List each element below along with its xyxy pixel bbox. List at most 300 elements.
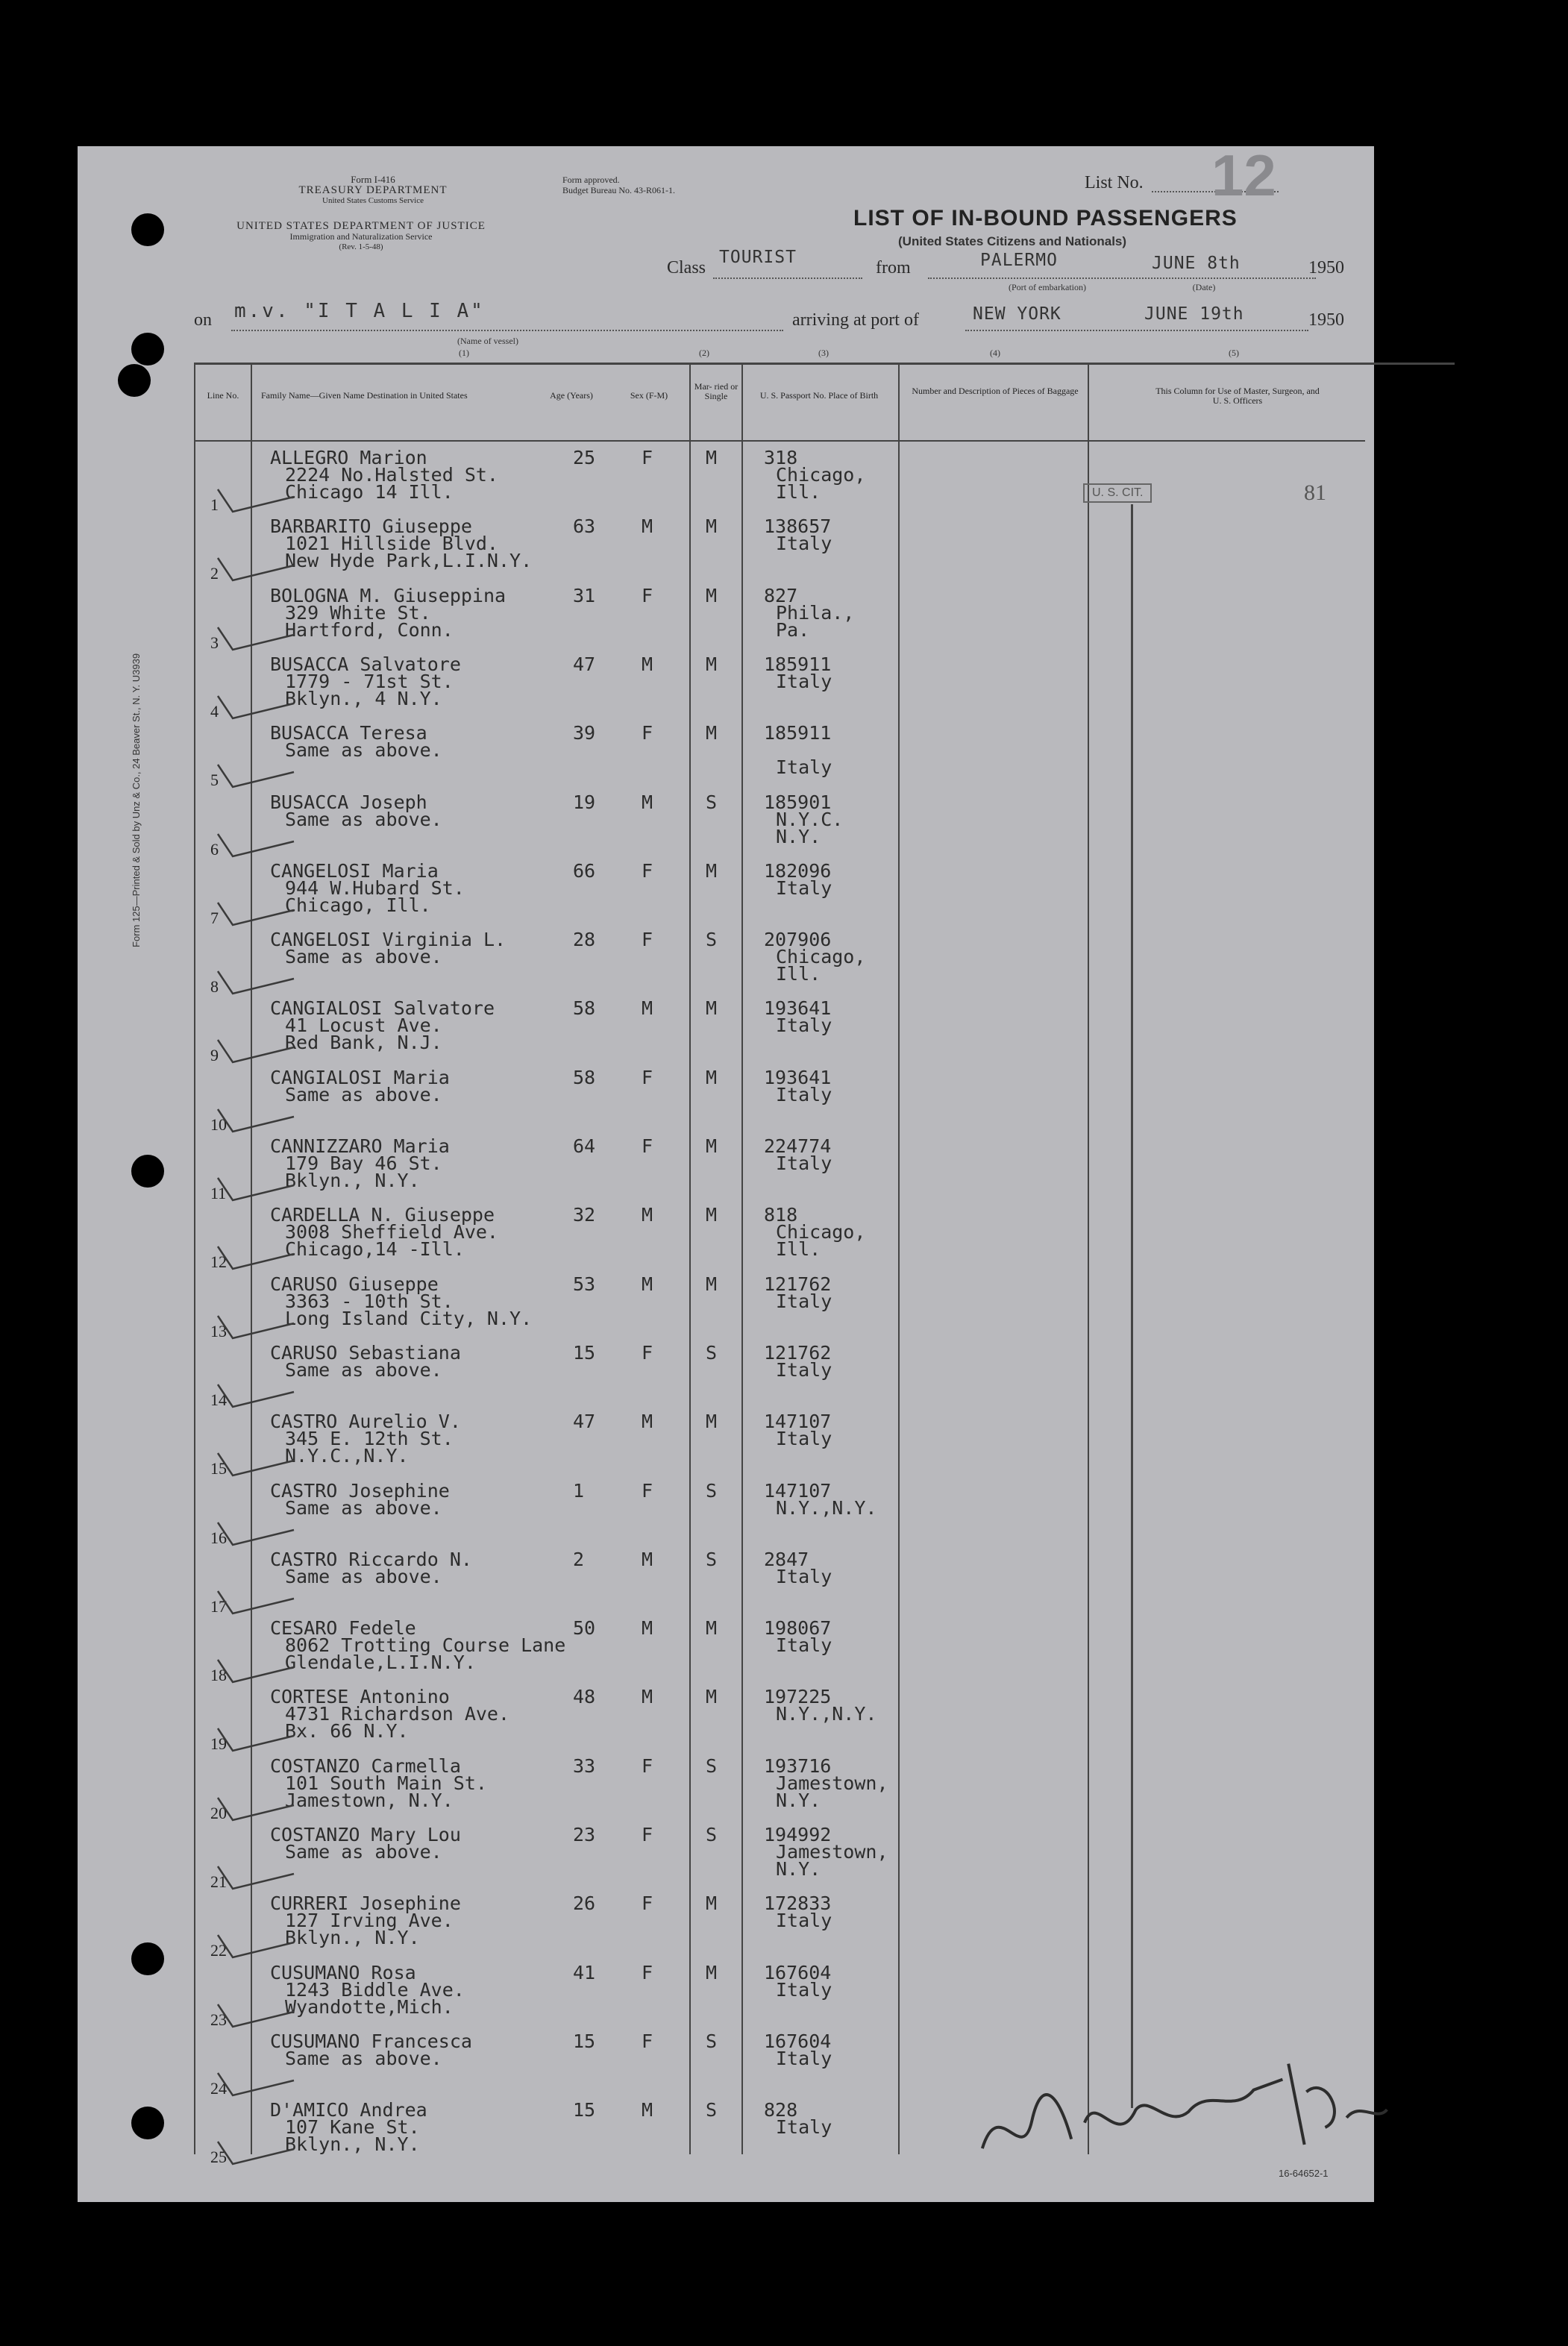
- arriving-label: arriving at port of: [792, 310, 919, 330]
- customs-service: United States Customs Service: [322, 196, 424, 205]
- passenger-age: 47: [573, 653, 596, 675]
- passport-number: 818: [764, 1204, 798, 1226]
- line-number: 6: [210, 839, 219, 859]
- check-mark-icon: [212, 1438, 301, 1483]
- table-row: [78, 583, 1374, 651]
- passenger-sex: M: [642, 1273, 653, 1295]
- table-row: [78, 1890, 1374, 1959]
- passenger-age: 31: [573, 584, 596, 606]
- passenger-sex: M: [642, 1548, 653, 1570]
- address-line-2: Wyandotte,Mich.: [285, 1995, 454, 2018]
- passenger-name: CANNIZZARO Maria: [270, 1135, 450, 1157]
- list-number: 12: [1211, 142, 1276, 208]
- table-row: [78, 720, 1374, 788]
- address-line-2: Jamestown, N.Y.: [285, 1789, 454, 1811]
- check-mark-icon: [212, 1920, 301, 1965]
- passenger-age: 28: [573, 929, 596, 951]
- binder-hole: [131, 333, 164, 366]
- passenger-age: 58: [573, 1066, 596, 1088]
- passenger-age: 33: [573, 1754, 596, 1777]
- table-row: [78, 1615, 1374, 1684]
- marital-status: M: [706, 1273, 718, 1295]
- marital-status: M: [706, 1892, 718, 1915]
- passenger-sex: F: [642, 1961, 653, 1983]
- passenger-age: 63: [573, 515, 596, 538]
- table-row: [78, 1271, 1374, 1340]
- table-row: [78, 1546, 1374, 1615]
- arrival-dots: [965, 330, 1308, 331]
- passport-number: 185901: [764, 791, 832, 813]
- birthplace-line-2: Pa.: [776, 618, 810, 641]
- date-caption: (Date): [1192, 282, 1216, 292]
- line-number: 18: [210, 1666, 227, 1685]
- passenger-sex: M: [642, 1617, 653, 1640]
- passenger-sex: M: [642, 1411, 653, 1433]
- passenger-age: 41: [573, 1961, 596, 1983]
- birthplace-line-1: N.Y.C.: [776, 808, 844, 830]
- class-value: TOURIST: [719, 248, 797, 267]
- check-mark-icon: [212, 1370, 301, 1414]
- page-subtitle: (United States Citizens and Nationals): [898, 234, 1127, 248]
- binder-hole: [131, 1942, 164, 1975]
- birthplace-line-1: Italy: [776, 1910, 832, 1932]
- check-mark-icon: [212, 681, 301, 726]
- table-row: [78, 513, 1374, 582]
- address-line-2: Chicago,14 -Ill.: [285, 1238, 465, 1261]
- check-mark-icon: [212, 888, 301, 932]
- table-row: [78, 1478, 1374, 1546]
- birthplace-line-2: N.Y.: [776, 825, 821, 847]
- passenger-sex: F: [642, 1479, 653, 1502]
- address-line-2: Bklyn., N.Y.: [285, 1170, 420, 1191]
- passenger-sex: F: [642, 1341, 653, 1364]
- line-number: 2: [210, 564, 219, 583]
- marital-status: S: [706, 929, 718, 951]
- address-line-2: New Hyde Park,L.I.N.Y.: [285, 550, 533, 572]
- line-number: 16: [210, 1528, 227, 1547]
- passenger-sex: F: [642, 1824, 653, 1845]
- check-mark-icon: [212, 1783, 301, 1828]
- table-row: [78, 1340, 1374, 1408]
- check-mark-icon: [212, 2058, 301, 2103]
- doj-title: UNITED STATES DEPARTMENT OF JUSTICE: [236, 220, 486, 232]
- passport-number: 193641: [764, 997, 832, 1020]
- birthplace-line-1: Italy: [776, 1290, 832, 1312]
- birthplace-line-1: Phila.,: [776, 601, 855, 624]
- passenger-age: 39: [573, 722, 596, 744]
- address-line-1: 3363 - 10th St.: [285, 1290, 454, 1312]
- passenger-name: CORTESE Antonino: [270, 1686, 450, 1708]
- birthplace-line-2: Ill.: [776, 1238, 821, 1261]
- passenger-name: CUSUMANO Francesca: [270, 2030, 472, 2052]
- approval-block: [562, 175, 786, 195]
- printer-imprint: Form 125—Printed & Sold by Unz & Co., 24 Beaver St., N. Y. U3939: [131, 653, 142, 947]
- birthplace-line-1: Italy: [776, 533, 832, 555]
- table-row: [78, 651, 1374, 720]
- address-line-1: Same as above.: [285, 1565, 442, 1587]
- passenger-age: 66: [573, 859, 596, 882]
- passenger-sex: F: [642, 859, 653, 882]
- passport-number: 167604: [764, 2030, 832, 2052]
- passenger-name: CANGELOSI Virginia L.: [270, 929, 507, 951]
- marital-status: M: [706, 1204, 718, 1226]
- marital-status: M: [706, 1961, 718, 1983]
- passport-number: 318: [764, 447, 798, 468]
- passenger-name: CASTRO Aurelio V.: [270, 1411, 461, 1433]
- line-number: 22: [210, 1941, 227, 1960]
- address-line-1: Same as above.: [285, 2047, 442, 2069]
- address-line-1: 2224 No.Halsted St.: [285, 464, 498, 486]
- address-line-1: 1021 Hillside Blvd.: [285, 533, 498, 555]
- col-header-passport: U. S. Passport No. Place of Birth: [759, 390, 879, 401]
- table-row: [78, 1133, 1374, 1202]
- embark-port: PALERMO: [980, 251, 1058, 270]
- line-number: 4: [210, 701, 219, 721]
- table-row: [78, 995, 1374, 1064]
- passport-number: 224774: [764, 1135, 832, 1157]
- passenger-sex: F: [642, 722, 653, 744]
- check-mark-icon: [212, 750, 301, 794]
- line-number: 17: [210, 1596, 227, 1616]
- line-number: 15: [210, 1459, 227, 1478]
- check-mark-icon: [212, 956, 301, 1001]
- address-line-2: Bklyn., N.Y.: [285, 2133, 420, 2156]
- marital-status: S: [706, 1754, 718, 1777]
- check-mark-icon: [212, 1713, 301, 1758]
- arrival-year: 1950: [1308, 310, 1344, 330]
- passport-number: 207906: [764, 929, 832, 951]
- passenger-age: 26: [573, 1892, 596, 1915]
- passport-number: 147107: [764, 1479, 832, 1502]
- check-mark-icon: [212, 2127, 301, 2171]
- passenger-age: 53: [573, 1273, 596, 1295]
- check-mark-icon: [212, 612, 301, 657]
- line-number: 23: [210, 2010, 227, 2029]
- check-mark-icon: [212, 1851, 301, 1896]
- check-mark-icon: [212, 1025, 301, 1070]
- birthplace-line-2: N.Y.: [776, 1789, 821, 1811]
- birthplace-line-1: Italy: [776, 1083, 832, 1105]
- check-mark-icon: [212, 1163, 301, 1208]
- birthplace-line-1: Italy: [776, 1428, 832, 1450]
- embark-year: 1950: [1308, 258, 1344, 277]
- table-row: [78, 1753, 1374, 1822]
- arrival-port: NEW YORK: [973, 304, 1061, 324]
- passenger-name: COSTANZO Carmella: [270, 1754, 461, 1777]
- marital-status: M: [706, 584, 718, 606]
- marital-status: M: [706, 1411, 718, 1433]
- check-mark-icon: [212, 1508, 301, 1552]
- passport-number: 121762: [764, 1273, 832, 1295]
- passenger-sex: F: [642, 584, 653, 606]
- address-line-1: Same as above.: [285, 1496, 442, 1519]
- passenger-age: 15: [573, 2099, 596, 2121]
- passenger-sex: F: [642, 1892, 653, 1915]
- passenger-name: CASTRO Josephine: [270, 1479, 450, 1502]
- class-label: Class: [667, 258, 706, 277]
- table-header-rule: [194, 440, 1365, 442]
- passport-number: 197225: [764, 1686, 832, 1708]
- address-line-2: Bx. 66 N.Y.: [285, 1720, 409, 1743]
- line-number: 9: [210, 1046, 219, 1065]
- passenger-sex: M: [642, 997, 653, 1020]
- passenger-sex: M: [642, 791, 653, 813]
- birthplace-line-1: Italy: [776, 1014, 832, 1037]
- address-line-1: 8062 Trotting Course Lane: [285, 1634, 566, 1657]
- birthplace-line-1: N.Y.,N.Y.: [776, 1496, 877, 1519]
- binder-hole: [118, 364, 151, 397]
- passport-number: 182096: [764, 859, 832, 882]
- address-line-1: 179 Bay 46 St.: [285, 1152, 442, 1174]
- form-approved: Form approved.: [562, 175, 620, 185]
- passport-number: 172833: [764, 1892, 832, 1915]
- passenger-sex: M: [642, 515, 653, 538]
- address-line-1: Same as above.: [285, 1841, 442, 1863]
- birthplace-line-1: Italy: [776, 1565, 832, 1587]
- address-line-1: 127 Irving Ave.: [285, 1910, 454, 1932]
- passport-number: 827: [764, 584, 798, 606]
- marital-status: M: [706, 997, 718, 1020]
- passenger-sex: F: [642, 447, 653, 468]
- birthplace-line-1: Italy: [776, 2047, 832, 2069]
- passenger-age: 47: [573, 1411, 596, 1433]
- passenger-name: CANGIALOSI Salvatore: [270, 997, 495, 1020]
- table-row: [78, 1202, 1374, 1270]
- passenger-name: CUSUMANO Rosa: [270, 1961, 416, 1983]
- passenger-name: CARUSO Giuseppe: [270, 1273, 439, 1295]
- line-number: 1: [210, 495, 219, 514]
- line-number: 10: [210, 1114, 227, 1134]
- address-line-1: 1779 - 71st St.: [285, 670, 454, 692]
- line-number: 25: [210, 2148, 227, 2167]
- line-number: 12: [210, 1252, 227, 1272]
- marital-status: M: [706, 1686, 718, 1708]
- line-number: 8: [210, 977, 219, 997]
- passenger-age: 32: [573, 1204, 596, 1226]
- passport-number: 198067: [764, 1617, 832, 1640]
- us-citizen-stamp: U. S. CIT.: [1083, 483, 1152, 503]
- birthplace-line-1: Italy: [776, 670, 832, 692]
- colnum-1: (1): [459, 348, 469, 358]
- marital-status: M: [706, 1066, 718, 1088]
- passenger-sex: M: [642, 2099, 653, 2121]
- passenger-age: 58: [573, 997, 596, 1020]
- passenger-age: 1: [573, 1479, 585, 1502]
- passenger-name: BOLOGNA M. Giuseppina: [270, 584, 507, 606]
- passenger-age: 64: [573, 1135, 596, 1157]
- arrival-date: JUNE 19th: [1144, 304, 1244, 324]
- passenger-name: COSTANZO Mary Lou: [270, 1824, 461, 1845]
- table-row: [78, 445, 1374, 513]
- table-row: [78, 858, 1374, 926]
- passport-number: 185911: [764, 722, 832, 744]
- colnum-3: (3): [818, 348, 829, 358]
- passenger-name: BUSACCA Joseph: [270, 791, 427, 813]
- address-line-1: 944 W.Hubard St.: [285, 876, 465, 899]
- address-line-2: Hartford, Conn.: [285, 618, 454, 641]
- birthplace-line-2: Italy: [776, 756, 832, 779]
- colnum-2: (2): [699, 348, 709, 358]
- marital-status: M: [706, 859, 718, 882]
- table-row: [78, 1960, 1374, 2028]
- list-no-label: List No.: [1085, 173, 1144, 192]
- from-label: from: [876, 258, 911, 277]
- check-mark-icon: [212, 1232, 301, 1276]
- table-row: [78, 1822, 1374, 1890]
- marital-status: M: [706, 447, 718, 468]
- marital-status: S: [706, 1479, 718, 1502]
- col-header-baggage: Number and Description of Pieces of Baggage: [912, 386, 1079, 396]
- col-header-sex: Sex (F-M): [630, 390, 668, 401]
- passenger-age: 25: [573, 447, 596, 468]
- col-header-officers: This Column for Use of Master, Surgeon, and U. S. Officers: [1155, 386, 1320, 406]
- birthplace-line-1: Chicago,: [776, 464, 866, 486]
- address-line-1: 1243 Biddle Ave.: [285, 1978, 465, 2001]
- marital-status: S: [706, 1341, 718, 1364]
- embark-date: JUNE 8th: [1152, 254, 1241, 273]
- line-number: 11: [210, 1184, 227, 1202]
- passenger-name: BUSACCA Salvatore: [270, 653, 461, 675]
- marital-status: S: [706, 1824, 718, 1845]
- passenger-name: CURRERI Josephine: [270, 1892, 461, 1915]
- address-line-2: Chicago, Ill.: [285, 894, 431, 916]
- marital-status: S: [706, 791, 718, 813]
- check-mark-icon: [212, 819, 301, 864]
- address-line-1: Same as above.: [285, 1358, 442, 1381]
- birthplace-line-1: N.Y.,N.Y.: [776, 1703, 877, 1725]
- address-line-1: 345 E. 12th St.: [285, 1428, 454, 1450]
- passenger-age: 19: [573, 791, 596, 813]
- binder-hole: [131, 1155, 164, 1188]
- birthplace-line-2: Ill.: [776, 963, 821, 985]
- port-caption: (Port of embarkation): [1009, 282, 1086, 292]
- passenger-sex: F: [642, 1066, 653, 1088]
- passport-number: 194992: [764, 1824, 832, 1845]
- passenger-name: CANGIALOSI Maria: [270, 1066, 450, 1088]
- address-line-1: Same as above.: [285, 808, 442, 830]
- address-line-1: 329 White St.: [285, 601, 431, 624]
- check-mark-icon: [212, 1645, 301, 1690]
- check-mark-icon: [212, 1989, 301, 2034]
- budget-bureau: Budget Bureau No. 43-R061-1.: [562, 185, 675, 195]
- passenger-name: CASTRO Riccardo N.: [270, 1548, 472, 1570]
- passport-number: 2847: [764, 1548, 809, 1570]
- address-line-1: 107 Kane St.: [285, 2116, 420, 2139]
- marital-status: S: [706, 1548, 718, 1570]
- passport-number: 828: [764, 2099, 798, 2121]
- passenger-sex: M: [642, 1204, 653, 1226]
- marital-status: M: [706, 1617, 718, 1640]
- ins-title: Immigration and Naturalization Service: [289, 231, 433, 242]
- passport-number: 121762: [764, 1341, 832, 1364]
- table-top-rule: [194, 363, 1455, 365]
- marital-status: M: [706, 515, 718, 538]
- check-mark-icon: [212, 1094, 301, 1139]
- address-line-2: Glendale,L.I.N.Y.: [285, 1652, 476, 1674]
- address-line-2: N.Y.C.,N.Y.: [285, 1445, 409, 1467]
- birthplace-line-1: Italy: [776, 1978, 832, 2001]
- passenger-sex: F: [642, 2030, 653, 2052]
- passport-number: 138657: [764, 515, 832, 538]
- address-line-1: 101 South Main St.: [285, 1772, 487, 1794]
- birthplace-line-1: Chicago,: [776, 1221, 866, 1243]
- treasury-dept: TREASURY DEPARTMENT: [298, 184, 448, 196]
- passenger-name: CANGELOSI Maria: [270, 859, 439, 882]
- passport-number: 147107: [764, 1411, 832, 1433]
- address-line-2: Red Bank, N.J.: [285, 1032, 442, 1054]
- form-number: Form I-416: [351, 174, 395, 185]
- passport-number: 185911: [764, 653, 832, 675]
- passenger-rows: [78, 445, 1374, 2167]
- marital-status: M: [706, 1135, 718, 1157]
- vessel-caption: (Name of vessel): [457, 336, 518, 346]
- address-line-2: Long Island City, N.Y.: [285, 1307, 533, 1329]
- page-title: LIST OF IN-BOUND PASSENGERS: [853, 206, 1238, 230]
- line-number: 3: [210, 633, 219, 652]
- form-meta: [254, 175, 492, 206]
- class-dots: [713, 277, 862, 279]
- birthplace-line-1: Jamestown,: [776, 1841, 888, 1863]
- address-line-1: Same as above.: [285, 1083, 442, 1105]
- col-header-married: Mar- ried or Single: [694, 381, 738, 401]
- passenger-name: BARBARITO Giuseppe: [270, 515, 472, 538]
- table-row: [78, 1684, 1374, 1752]
- check-mark-icon: [212, 543, 301, 588]
- passenger-sex: M: [642, 1686, 653, 1708]
- address-line-2: Bklyn., N.Y.: [285, 1927, 420, 1949]
- passenger-name: CARUSO Sebastiana: [270, 1341, 461, 1364]
- line-number: 21: [210, 1872, 227, 1891]
- form-rev: (Rev. 1-5-48): [339, 242, 383, 251]
- col-header-line: Line No.: [207, 390, 239, 401]
- passport-number: 193641: [764, 1066, 832, 1088]
- address-line-2: Bklyn., 4 N.Y.: [285, 687, 442, 709]
- passenger-age: 48: [573, 1686, 596, 1708]
- line-number: 24: [210, 2078, 227, 2098]
- line-number: 13: [210, 1321, 227, 1340]
- passenger-sex: M: [642, 653, 653, 675]
- passenger-age: 2: [573, 1548, 585, 1570]
- passenger-age: 50: [573, 1617, 596, 1640]
- address-line-1: 3008 Sheffield Ave.: [285, 1221, 498, 1243]
- from-dots: [928, 277, 1316, 279]
- passenger-name: BUSACCA Teresa: [270, 722, 427, 744]
- check-mark-icon: [212, 1576, 301, 1621]
- birthplace-line-2: Ill.: [776, 481, 821, 503]
- line-number: 7: [210, 908, 219, 927]
- passenger-name: CESARO Fedele: [270, 1617, 416, 1640]
- line-number: 14: [210, 1390, 227, 1409]
- col-header-name: Family Name—Given Name Destination in United States: [261, 390, 468, 401]
- check-mark-icon: [212, 1301, 301, 1346]
- marital-status: S: [706, 2099, 718, 2121]
- officer-count: 81: [1304, 480, 1326, 505]
- check-mark-icon: [212, 474, 301, 519]
- passenger-age: 23: [573, 1824, 596, 1845]
- table-row: [78, 1408, 1374, 1477]
- marital-status: M: [706, 653, 718, 675]
- passenger-name: CARDELLA N. Giuseppe: [270, 1204, 495, 1226]
- passenger-age: 15: [573, 1341, 596, 1364]
- marital-status: S: [706, 2030, 718, 2052]
- passenger-name: D'AMICO Andrea: [270, 2099, 427, 2121]
- manifest-page: [78, 142, 1374, 2202]
- on-label: on: [194, 310, 212, 330]
- birthplace-line-1: Italy: [776, 1152, 832, 1174]
- address-line-1: Same as above.: [285, 946, 442, 968]
- binder-hole: [131, 213, 164, 246]
- address-line-1: 41 Locust Ave.: [285, 1014, 442, 1037]
